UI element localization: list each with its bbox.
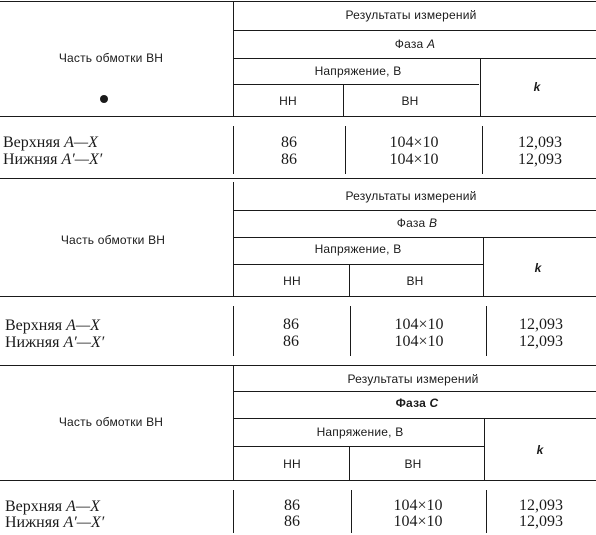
phase-letter: C	[429, 396, 439, 410]
phase-rule	[234, 418, 596, 419]
part-label: Нижняя	[5, 514, 60, 531]
part-label: Верхняя	[3, 134, 61, 151]
nn-value: 86	[281, 134, 297, 151]
table-row-part	[5, 515, 104, 531]
col-k-header: k	[536, 443, 544, 457]
voltage-header: Напряжение, В	[314, 64, 402, 78]
body-divider-3	[486, 490, 487, 533]
results-header: Результаты измерений	[345, 8, 477, 22]
results-rule	[234, 210, 596, 211]
body-divider-1	[233, 126, 234, 174]
row-header: Часть обмотки ВН	[58, 51, 164, 65]
part-terms: A′—X′	[61, 151, 103, 168]
part-label: Верхняя	[5, 498, 63, 515]
k-value: 12,093	[518, 151, 562, 168]
phase-label: Фаза	[395, 396, 426, 410]
part-label: Нижняя	[5, 334, 60, 351]
vn-value: 104×10	[393, 497, 443, 514]
body-divider-1	[233, 490, 234, 533]
body-divider-3	[486, 306, 487, 356]
voltage-rule	[234, 84, 479, 85]
vn-value: 104×10	[389, 134, 439, 151]
phase-header	[397, 216, 437, 230]
body-divider-2	[345, 126, 346, 174]
phase-label: Фаза	[394, 37, 424, 51]
header-bottom-rule	[0, 296, 596, 297]
row-header: Часть обмотки ВН	[60, 233, 166, 247]
body-divider-2	[350, 306, 351, 356]
col-nn-header: НН	[283, 274, 301, 288]
nn-value: 86	[284, 497, 300, 514]
nn-vn-divider	[349, 265, 350, 296]
voltage-header: Напряжение, В	[316, 425, 404, 439]
header-bottom-rule	[0, 480, 596, 481]
vn-value: 104×10	[389, 151, 439, 168]
nn-value: 86	[284, 513, 300, 530]
k-value: 12,093	[519, 333, 563, 350]
phase-letter: A	[426, 37, 436, 51]
voltage-rule	[234, 264, 483, 265]
results-header: Результаты измерений	[347, 372, 479, 386]
table-bottom-rule	[0, 178, 596, 179]
col-k-header: k	[534, 261, 542, 275]
k-divider	[480, 59, 481, 116]
table-phase-a	[0, 0, 596, 180]
results-header: Результаты измерений	[345, 189, 477, 203]
voltage-rule	[234, 446, 484, 447]
phase-rule	[234, 237, 596, 238]
phase-rule	[234, 58, 596, 59]
part-label: Нижняя	[3, 151, 58, 168]
table-row-part	[5, 335, 104, 351]
table-phase-c	[0, 362, 596, 535]
phase-letter: B	[428, 216, 438, 230]
part-label: Верхняя	[5, 317, 63, 334]
header-top-rule	[0, 1, 596, 2]
part-terms: A—X	[66, 317, 100, 334]
results-rule	[234, 30, 596, 31]
part-terms: A—X	[66, 498, 100, 515]
k-divider	[483, 238, 484, 296]
col-nn-header: НН	[279, 94, 297, 108]
k-value: 12,093	[519, 513, 563, 530]
header-divider-vertical	[233, 2, 234, 116]
nn-value: 86	[283, 333, 299, 350]
header-top-rule	[0, 365, 596, 366]
results-rule	[234, 391, 596, 392]
col-k-header: k	[533, 80, 541, 94]
col-vn-header: ВН	[401, 94, 419, 108]
body-divider-1	[233, 306, 234, 356]
row-header: Часть обмотки ВН	[58, 415, 164, 429]
col-nn-header: НН	[283, 457, 301, 471]
part-terms: A—X	[64, 134, 98, 151]
vn-value: 104×10	[393, 513, 443, 530]
nn-vn-divider	[343, 85, 344, 116]
table-row-part	[5, 499, 100, 515]
k-value: 12,093	[519, 497, 563, 514]
table-phase-b	[0, 182, 596, 362]
voltage-header: Напряжение, В	[314, 242, 402, 256]
table-row-part	[3, 135, 98, 151]
header-bottom-rule	[0, 116, 596, 117]
speck	[100, 95, 108, 103]
header-divider-vertical	[233, 182, 234, 296]
col-vn-header: ВН	[406, 274, 424, 288]
nn-vn-divider	[349, 447, 350, 480]
phase-label: Фаза	[396, 216, 426, 230]
phase-header	[396, 396, 439, 410]
col-vn-header: ВН	[404, 457, 422, 471]
body-divider-3	[482, 126, 483, 174]
phase-header	[395, 37, 435, 51]
nn-value: 86	[283, 316, 299, 333]
part-terms: A′—X′	[63, 334, 105, 351]
nn-value: 86	[281, 151, 297, 168]
k-divider	[484, 419, 485, 480]
vn-value: 104×10	[394, 316, 444, 333]
header-divider-vertical	[233, 366, 234, 480]
table-row-part	[5, 318, 100, 334]
body-divider-2	[351, 490, 352, 533]
k-value: 12,093	[519, 316, 563, 333]
table-row-part	[3, 152, 102, 168]
k-value: 12,093	[518, 134, 562, 151]
vn-value: 104×10	[394, 333, 444, 350]
part-terms: A′—X′	[63, 514, 105, 531]
